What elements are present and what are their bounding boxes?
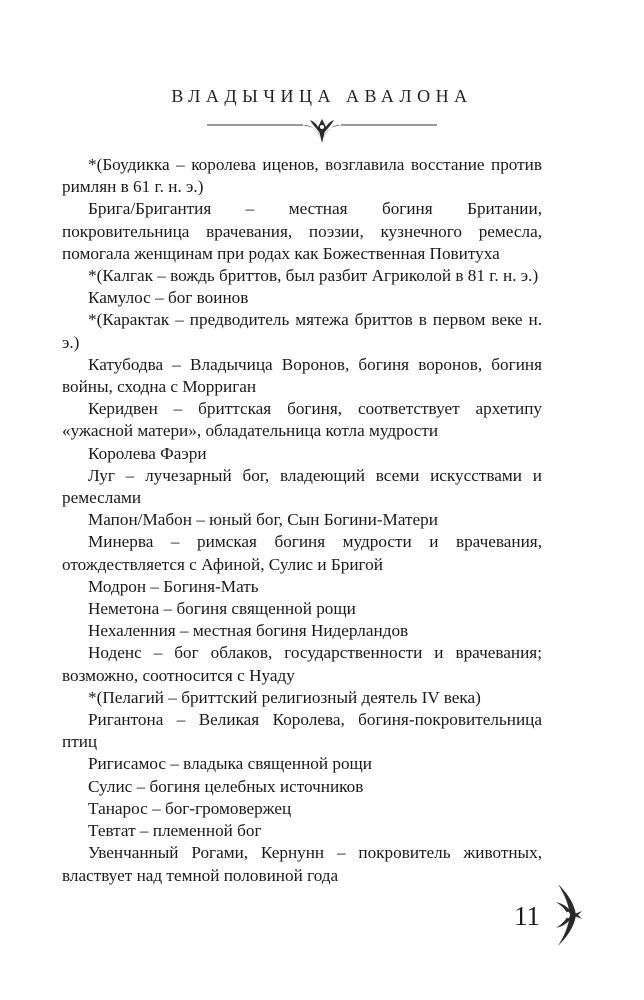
glossary-entry: Королева Фаэри (88, 443, 207, 463)
glossary-entry: Луг – лучезарный бог, владеющий всеми искусствами и ремеслами (62, 465, 542, 508)
glossary-entry: Катубодва – Владычица Воронов, богиня воронов, богиня войны, сходна с Морриган (62, 354, 542, 397)
page-ornament-icon (554, 882, 584, 948)
glossary-entry: Модрон – Богиня-Мать (88, 576, 259, 596)
running-title: ВЛАДЫЧИЦА АВАЛОНА (171, 86, 473, 106)
glossary-entry: *(Карактак – предводитель мятежа бриттов в первом веке н. э.) (62, 310, 542, 352)
glossary-entry: Брига/Бригантия – местная богиня Британии, покровительница врачевания, поэзии, кузнечного ремесла, помогала женщинам при родах как Божественная Повитуха (62, 199, 542, 263)
glossary-entry: Увенчанный Рогами, Кернунн – покровитель животных, властвует над темной половиной года (62, 843, 542, 885)
glossary-entry: Мапон/Мабон – юный бог, Сын Богини-Матери (88, 510, 438, 530)
glossary-entry: Минерва – римская богиня мудрости и врачевания, отождествляется с Афиной, Сулис и Бригой (62, 532, 542, 574)
glossary-entry: *(Боудикка – королева иценов, возглавила восстание против римлян в 61 г. н. э.) (62, 155, 542, 197)
header-ornament-icon (207, 116, 437, 144)
glossary-entry: Сулис – богиня целебных источников (88, 776, 364, 796)
glossary-entry: Камулос – бог воинов (88, 288, 249, 308)
glossary-entry: Керидвен – бриттская богиня, соответствует архетипу «ужасной матери», обладательница котла мудрости (62, 399, 542, 441)
glossary-entry: Неметона – богиня священной рощи (88, 599, 356, 619)
glossary-entry: Ноденс – бог облаков, государственности и врачевания; возможно, соотносится с Нуаду (62, 643, 542, 685)
glossary-entry: Ригантона – Великая Королева, богиня-покровительница птиц (62, 710, 542, 752)
page-number: 11 (514, 901, 540, 931)
glossary-entry: *(Пелагий – бриттский религиозный деятель IV века) (88, 687, 481, 707)
glossary-entry: *(Калгак – вождь бриттов, был разбит Агриколой в 81 г. н. э.) (88, 266, 539, 286)
glossary-text (62, 154, 542, 887)
glossary-entry: Нехаленния – местная богиня Нидерландов (88, 621, 409, 641)
glossary-entry: Ригисамос – владыка священной рощи (88, 754, 372, 774)
glossary-entry: Тевтат – племенной бог (88, 821, 262, 841)
glossary-entry: Танарос – бог-громовержец (88, 798, 292, 818)
